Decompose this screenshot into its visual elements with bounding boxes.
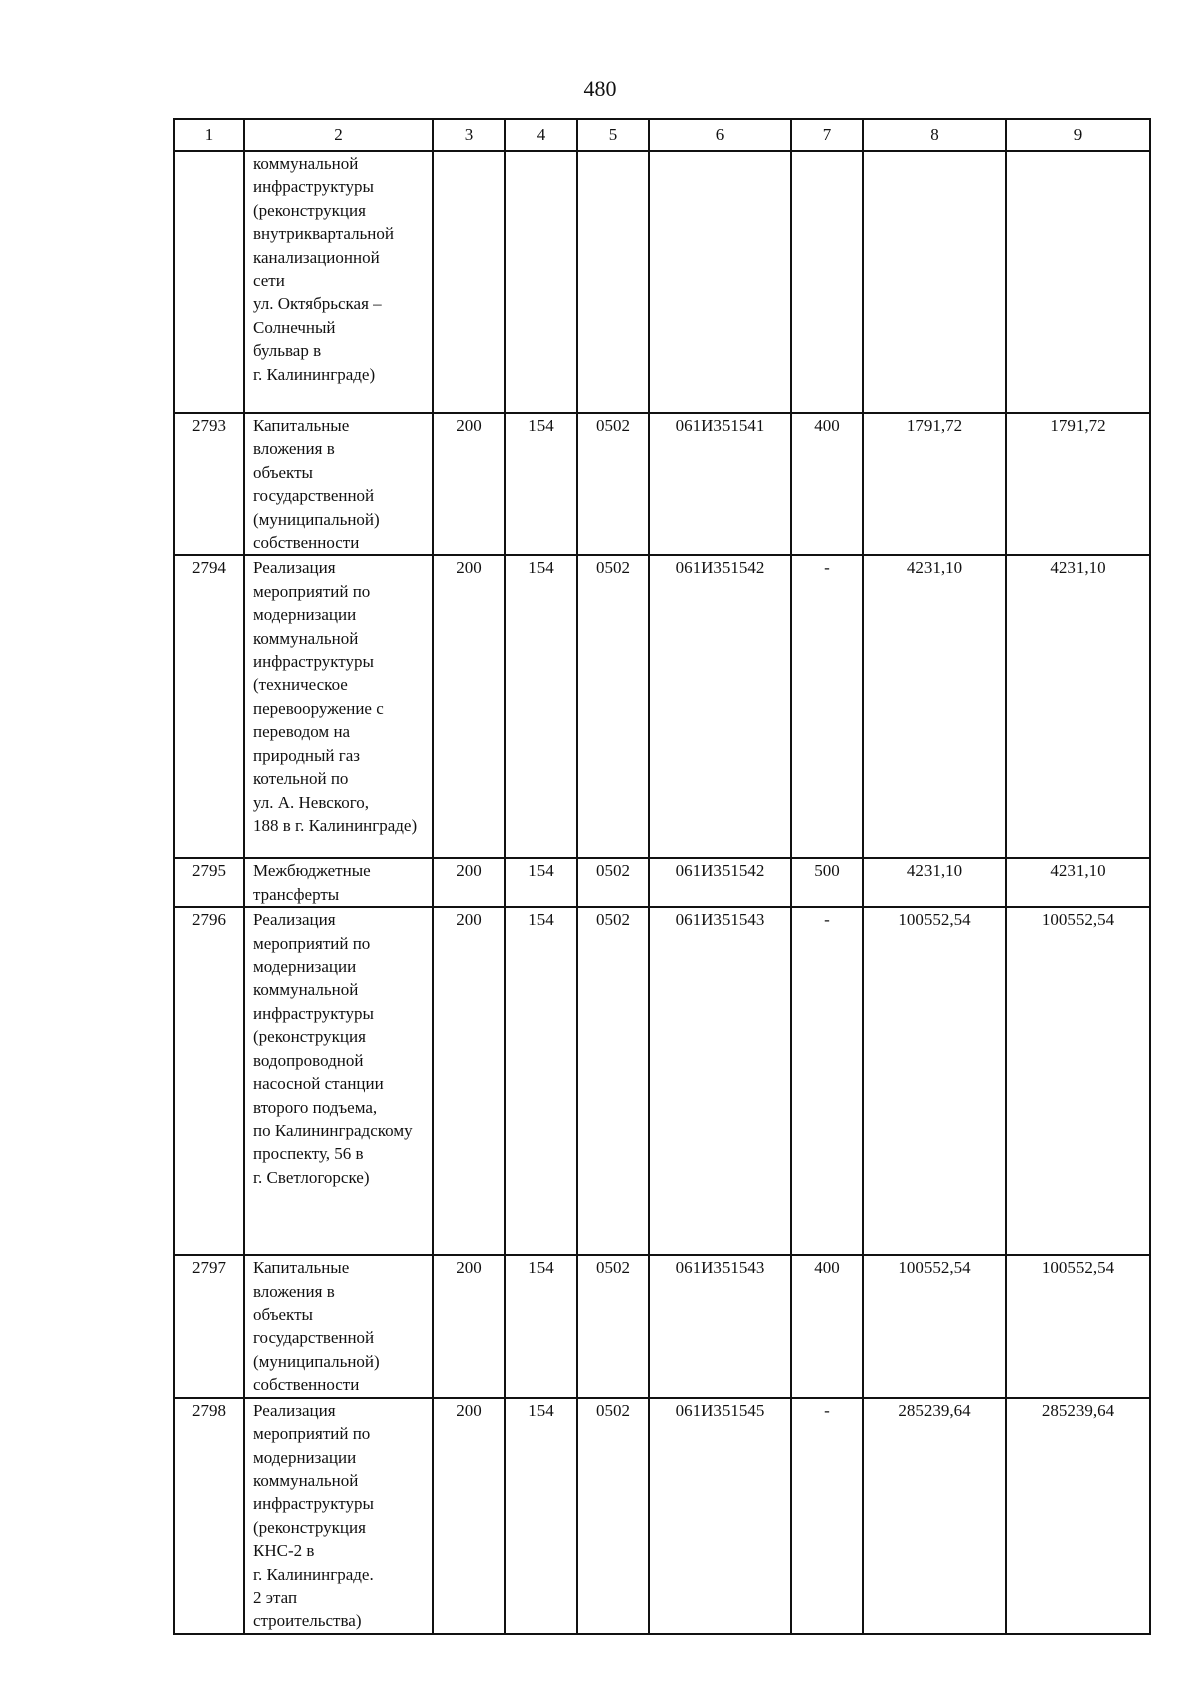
table-row [174, 555, 1150, 858]
budget-table [173, 118, 1151, 1635]
row-number-cell: 2797 [174, 1255, 244, 1397]
section-code-cell [577, 151, 649, 413]
row-number-cell: 2793 [174, 413, 244, 555]
amount-plan-cell: 100552,54 [863, 1255, 1006, 1397]
row-name-cell: Капитальные вложения в объекты государственной (муниципальной) собственности [244, 1255, 433, 1397]
amount-total-cell [1006, 151, 1150, 413]
table-row [174, 1255, 1150, 1397]
expense-type-cell: 500 [791, 858, 863, 907]
amount-plan-cell: 4231,10 [863, 555, 1006, 858]
row-name-cell: Реализация мероприятий по модернизации коммунальной инфраструктуры (техническое перевооружение с переводом на природный газ котельной по ул. А. Невского, 188 в г. Калининграде) [244, 555, 433, 858]
amount-total-cell: 1791,72 [1006, 413, 1150, 555]
section-code-cell: 0502 [577, 907, 649, 1255]
row-number-cell: 2795 [174, 858, 244, 907]
expense-type-cell: 400 [791, 413, 863, 555]
row-name-cell: Межбюджетные трансферты [244, 858, 433, 907]
ministry-code-cell: 154 [505, 907, 577, 1255]
amount-plan-cell [863, 151, 1006, 413]
amount-total-cell: 285239,64 [1006, 1398, 1150, 1634]
row-name-cell: Капитальные вложения в объекты государственной (муниципальной) собственности [244, 413, 433, 555]
column-header-7: 7 [791, 119, 863, 151]
section-code-cell: 0502 [577, 1255, 649, 1397]
header-row [174, 119, 1150, 151]
column-header-1: 1 [174, 119, 244, 151]
table-row [174, 1398, 1150, 1634]
row-number-cell: 2798 [174, 1398, 244, 1634]
table-body [174, 151, 1150, 1634]
expense-type-cell: - [791, 1398, 863, 1634]
row-number-cell: 2794 [174, 555, 244, 858]
admin-code-cell: 200 [433, 1398, 505, 1634]
column-header-4: 4 [505, 119, 577, 151]
admin-code-cell: 200 [433, 413, 505, 555]
admin-code-cell: 200 [433, 858, 505, 907]
expense-type-cell: - [791, 555, 863, 858]
column-header-5: 5 [577, 119, 649, 151]
expense-type-cell: 400 [791, 1255, 863, 1397]
column-header-8: 8 [863, 119, 1006, 151]
section-code-cell: 0502 [577, 555, 649, 858]
target-article-cell: 061И351541 [649, 413, 791, 555]
ministry-code-cell: 154 [505, 555, 577, 858]
admin-code-cell: 200 [433, 555, 505, 858]
table-row [174, 907, 1150, 1255]
column-header-6: 6 [649, 119, 791, 151]
column-header-3: 3 [433, 119, 505, 151]
expense-type-cell: - [791, 907, 863, 1255]
target-article-cell [649, 151, 791, 413]
ministry-code-cell: 154 [505, 1255, 577, 1397]
row-number-cell [174, 151, 244, 413]
row-name-cell: Реализация мероприятий по модернизации коммунальной инфраструктуры (реконструкция водопроводной насосной станции второго подъема, по Калининградскому проспекту, 56 в г. Светлогорске) [244, 907, 433, 1255]
table-row [174, 858, 1150, 907]
section-code-cell: 0502 [577, 1398, 649, 1634]
admin-code-cell [433, 151, 505, 413]
amount-plan-cell: 4231,10 [863, 858, 1006, 907]
target-article-cell: 061И351542 [649, 858, 791, 907]
column-header-9: 9 [1006, 119, 1150, 151]
amount-plan-cell: 1791,72 [863, 413, 1006, 555]
admin-code-cell: 200 [433, 1255, 505, 1397]
ministry-code-cell: 154 [505, 1398, 577, 1634]
ministry-code-cell: 154 [505, 858, 577, 907]
section-code-cell: 0502 [577, 413, 649, 555]
target-article-cell: 061И351542 [649, 555, 791, 858]
amount-total-cell: 4231,10 [1006, 858, 1150, 907]
amount-total-cell: 100552,54 [1006, 1255, 1150, 1397]
table-row [174, 151, 1150, 413]
target-article-cell: 061И351545 [649, 1398, 791, 1634]
amount-total-cell: 4231,10 [1006, 555, 1150, 858]
row-number-cell: 2796 [174, 907, 244, 1255]
row-name-cell: Реализация мероприятий по модернизации коммунальной инфраструктуры (реконструкция КНС-2 в г. Калининграде. 2 этап строительства) [244, 1398, 433, 1634]
row-name-cell: коммунальной инфраструктуры (реконструкция внутриквартальной канализационной сети ул. Октябрьская – Солнечный бульвар в г. Калининграде) [244, 151, 433, 413]
amount-total-cell: 100552,54 [1006, 907, 1150, 1255]
amount-plan-cell: 285239,64 [863, 1398, 1006, 1634]
admin-code-cell: 200 [433, 907, 505, 1255]
page-number: 480 [583, 76, 617, 101]
target-article-cell: 061И351543 [649, 907, 791, 1255]
column-header-2: 2 [244, 119, 433, 151]
section-code-cell: 0502 [577, 858, 649, 907]
amount-plan-cell: 100552,54 [863, 907, 1006, 1255]
expense-type-cell [791, 151, 863, 413]
table-row [174, 413, 1150, 555]
target-article-cell: 061И351543 [649, 1255, 791, 1397]
ministry-code-cell: 154 [505, 413, 577, 555]
ministry-code-cell [505, 151, 577, 413]
